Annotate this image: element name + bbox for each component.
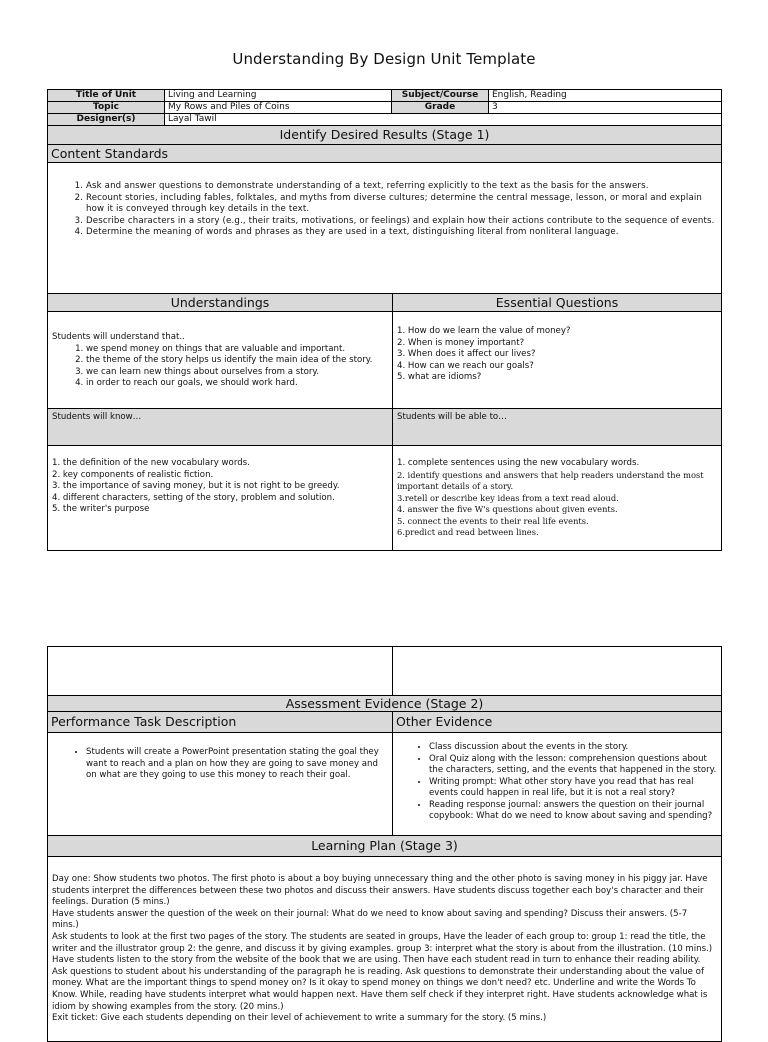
know-item: 1. the definition of the new vocabulary words.	[52, 458, 250, 468]
learning-plan-paragraph: Day one: Show students two photos. The first photo is about a boy buying unnecessary thing and the other photo is saving money in his piggy jar. Have students interpret the differences between these two photos and discuss their answers. Have students discuss together each boy's character and their feelings. Duration (5 mins.)	[52, 874, 708, 908]
content-standards-cell	[48, 163, 722, 294]
content-standards-heading: Content Standards	[48, 145, 722, 163]
info-row-topic	[48, 102, 722, 114]
subject-label: Subject/Course	[392, 90, 489, 102]
standard-item: 2. Recount stories, including fables, folktales, and myths from diverse cultures; determine the central message, lesson, or moral and explain how it is conveyed through key details in the text.	[86, 193, 721, 216]
title-label: Title of Unit	[48, 90, 165, 102]
able-item: 5. connect the events to their real life events.	[397, 515, 589, 526]
students-will-be-able-label: Students will be able to…	[393, 409, 722, 446]
stage3-heading: Learning Plan (Stage 3)	[48, 836, 722, 857]
essential-question: 4. How can we reach our goals?	[397, 360, 534, 371]
stage2-table	[47, 646, 722, 1042]
grade-value: 3	[489, 102, 722, 114]
understanding-item: 2. the theme of the story helps us identify the main idea of the story.	[86, 355, 388, 367]
designer-label: Designer(s)	[48, 114, 165, 126]
grade-label: Grade	[392, 102, 489, 114]
standards-list	[48, 181, 721, 239]
other-evidence-list	[395, 742, 719, 823]
learning-plan-paragraph: Have students answer the question of the week on their journal: What do we need to know about saving and spending? Discuss their answers. (5-7 mins.)	[52, 908, 688, 931]
other-evidence-cell	[393, 733, 722, 836]
learning-plan-cell	[48, 857, 722, 1042]
students-will-know-label: Students will know…	[48, 409, 393, 446]
learning-plan-paragraph: Ask students to look at the first two pages of the story. The students are seated in groups, Have the leader of each group to: group 1: read the title, the writer and the illustrator group 2: the genre, and discuss it by giving examples. group 3: interpret what the story is about from the illustration. (10 mins.)	[52, 931, 713, 954]
performance-item: • Students will create a PowerPoint presentation stating the goal they want to reach and a plan on how they are going to save money and on what are they going to use this money to reach their goal.	[86, 747, 380, 782]
stage2-heading: Assessment Evidence (Stage 2)	[48, 696, 722, 712]
learning-plan-paragraph: Exit ticket: Give each students depending on their level of achievement to write a summary for the story. (5 mins.)	[52, 1013, 547, 1024]
understandings-heading: Understandings	[48, 294, 393, 312]
performance-task-heading: Performance Task Description	[48, 712, 393, 733]
stage1-table	[47, 125, 722, 551]
other-evidence-item: • Reading response journal: answers the question on their journal copybook: What do we need to know about saving and spending?	[429, 800, 717, 823]
essential-question: 1. How do we learn the value of money?	[397, 326, 571, 336]
essential-question: 3. When does it affect our lives?	[397, 349, 536, 359]
standard-item: 3. Describe characters in a story (e.g., their traits, motivations, or feelings) and explain how their actions contribute to the sequence of events.	[86, 216, 721, 228]
blank-cell-left	[48, 647, 393, 696]
know-item: 3. the importance of saving money, but it is not right to be greedy.	[52, 481, 340, 491]
blank-cell-right	[393, 647, 722, 696]
know-item: 5. the writer's purpose	[52, 504, 150, 514]
able-item: 2. identify questions and answers that help readers understand the most important details of a story.	[397, 469, 704, 491]
understanding-item: 1. we spend money on things that are valuable and important.	[86, 344, 388, 356]
unit-info-table	[47, 89, 722, 126]
essential-questions-list	[397, 326, 717, 384]
essential-question: 2. When is money important?	[397, 337, 525, 348]
able-item: 4. answer the five W's questions about given events.	[397, 504, 618, 514]
info-row-designer	[48, 114, 722, 126]
understandings-cell	[48, 312, 393, 409]
able-item: 1. complete sentences using the new vocabulary words.	[397, 458, 640, 468]
essential-questions-heading: Essential Questions	[393, 294, 722, 312]
stage1-heading: Identify Desired Results (Stage 1)	[48, 126, 722, 145]
performance-list	[52, 747, 388, 782]
know-items-cell	[48, 446, 393, 551]
designer-value: Layal Tawil	[165, 114, 722, 126]
understand-intro: Students will understand that..	[52, 332, 185, 342]
essential-questions-cell	[393, 312, 722, 409]
topic-value: My Rows and Piles of Coins	[165, 102, 392, 114]
understandings-list	[52, 344, 388, 390]
learning-plan-paragraph: Have students listen to the story from the website of the book that we are using. Then have each student read in turn to enhance their reading ability.	[52, 955, 701, 966]
standard-item: 1. Ask and answer questions to demonstrate understanding of a text, referring explicitly to the text as the basis for the answers.	[86, 181, 721, 193]
document-title: Understanding By Design Unit Template	[232, 50, 536, 68]
topic-label: Topic	[48, 102, 165, 114]
learning-plan-paragraph: Ask questions to student about his understanding of the paragraph he is reading. Ask questions to demonstrate their understanding about the value of money. What are the important things to spend money on? Is it okay to spend money on things we don't need? etc. Underline and write the Words To Know. While, reading have students interpret what would happen next. Have them self check if they interpret right. Have students acknowledge what is idiom by showing examples from the story. (20 mins.)	[52, 966, 708, 1012]
understanding-item: 4. in order to reach our goals, we should work hard.	[86, 378, 388, 390]
know-item: 4. different characters, setting of the story, problem and solution.	[52, 492, 335, 503]
subject-value: English, Reading	[489, 90, 722, 102]
other-evidence-item: • Writing prompt: What other story have you read that has real events could happen in real life, but it is not a real story?	[429, 777, 717, 800]
other-evidence-heading: Other Evidence	[393, 712, 722, 733]
understanding-item: 3. we can learn new things about ourselves from a story.	[86, 367, 388, 379]
essential-question: 5. what are idioms?	[397, 372, 482, 382]
able-items-cell	[393, 446, 722, 551]
learning-plan-text	[52, 874, 717, 1025]
performance-task-cell	[48, 733, 393, 836]
title-value: Living and Learning	[165, 90, 392, 102]
able-item: 6.predict and read between lines.	[397, 527, 539, 537]
able-item: 3.retell or describe key ideas from a text read aloud.	[397, 492, 619, 503]
info-row-title	[48, 90, 722, 102]
other-evidence-item: • Oral Quiz along with the lesson: comprehension questions about the characters, setting, and the events that happened in the story.	[429, 754, 717, 777]
standard-item: 4. Determine the meaning of words and phrases as they are used in a text, distinguishing literal from nonliteral language.	[86, 227, 721, 239]
other-evidence-item: • Class discussion about the events in the story.	[429, 742, 717, 754]
know-item: 2. key components of realistic fiction.	[52, 469, 214, 480]
